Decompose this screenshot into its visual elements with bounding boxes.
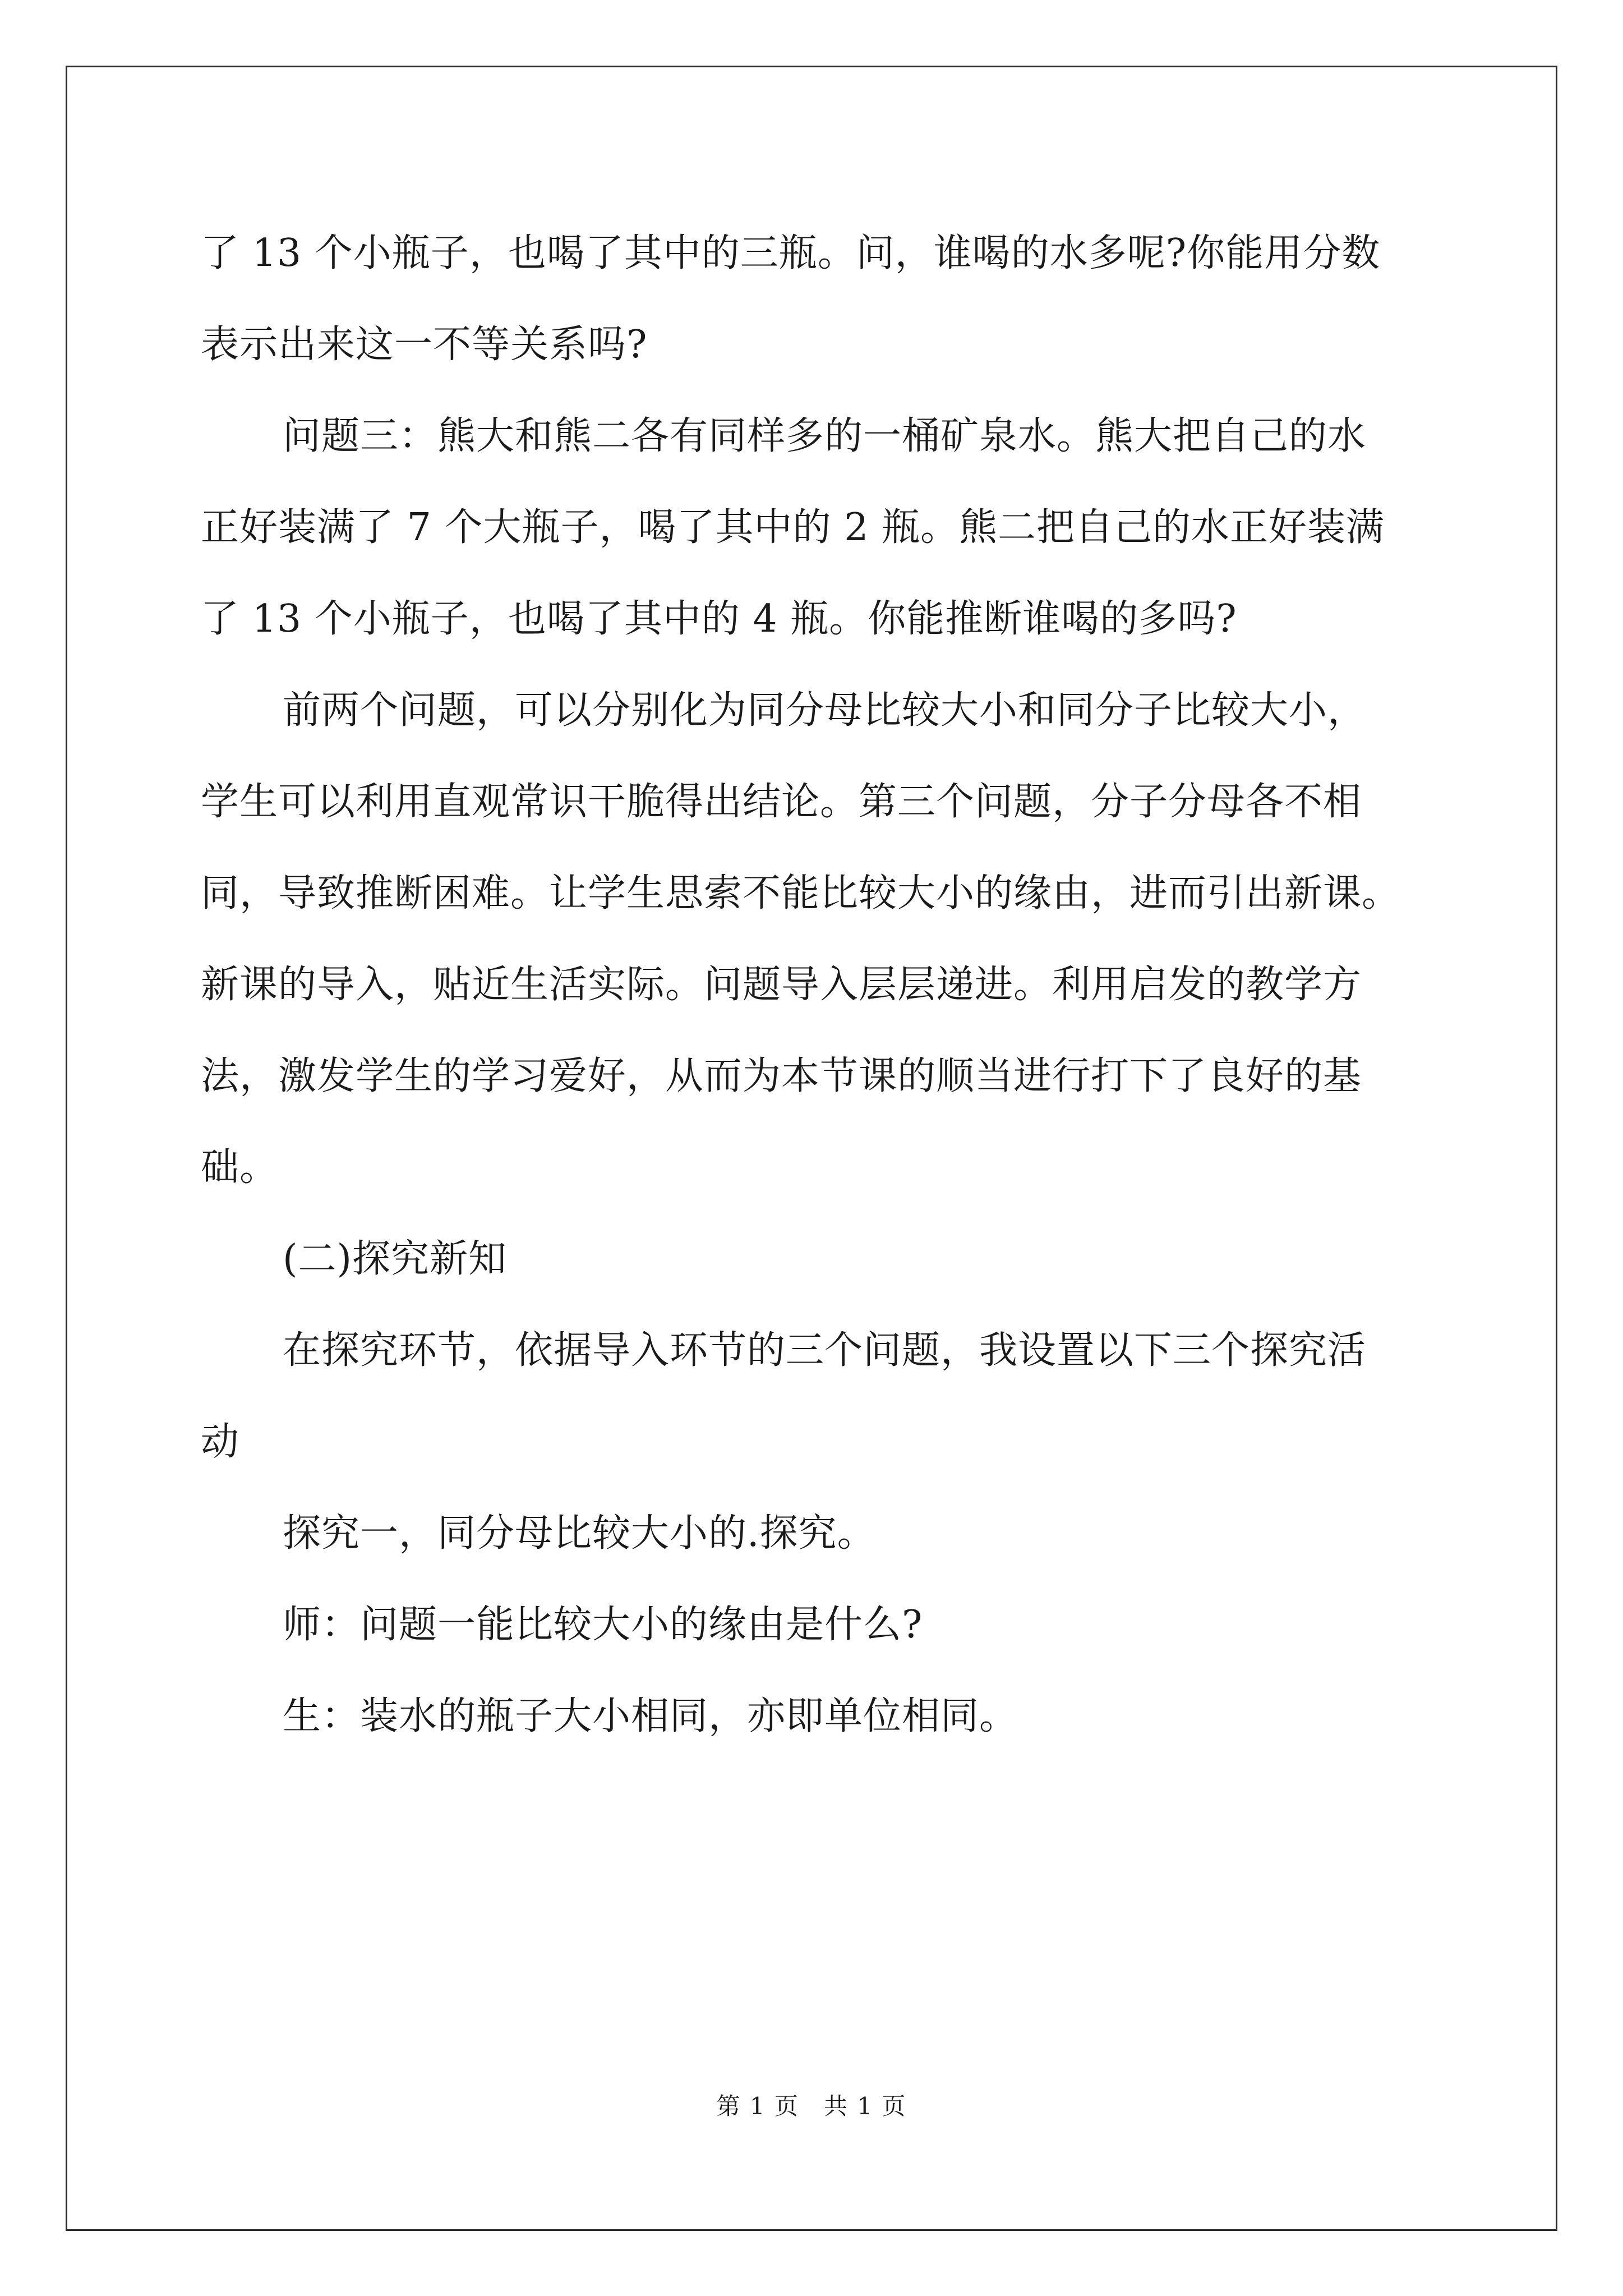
text-line: 了 13 个小瓶子，也喝了其中的三瓶。问，谁喝的水多呢?你能用分数: [201, 231, 1381, 275]
section-heading: (二)探究新知: [283, 1237, 508, 1281]
text-line: 师：问题一能比较大小的缘由是什么?: [283, 1603, 923, 1647]
text-line: 学生可以利用直观常识干脆得出结论。第三个问题，分子分母各不相: [201, 780, 1362, 824]
text-line: 问题三：熊大和熊二各有同样多的一桶矿泉水。熊大把自己的水: [283, 414, 1367, 458]
text-line: 动: [201, 1420, 240, 1464]
text-line: 同，导致推断困难。让学生思索不能比较大小的缘由，进而引出新课。: [201, 871, 1401, 915]
text-line: 探究一，同分母比较大小的.探究。: [283, 1511, 876, 1556]
text-line: 前两个问题，可以分别化为同分母比较大小和同分子比较大小，: [283, 688, 1367, 733]
text-line: 生：装水的瓶子大小相同，亦即单位相同。: [283, 1694, 1018, 1738]
text-line: 法，激发学生的学习爱好，从而为本节课的顺当进行打下了良好的基: [201, 1054, 1362, 1098]
text-line: 了 13 个小瓶子，也喝了其中的 4 瓶。你能推断谁喝的多吗?: [201, 597, 1237, 641]
text-line: 在探究环节，依据导入环节的三个问题，我设置以下三个探究活: [283, 1328, 1367, 1373]
text-line: 正好装满了 7 个大瓶子，喝了其中的 2 瓶。熊二把自己的水正好装满: [201, 505, 1385, 550]
page-number: 第 1 页 共 1 页: [716, 2092, 907, 2120]
document-body: [201, 208, 1463, 1762]
text-line: 础。: [201, 1145, 279, 1190]
text-line: 新课的导入，贴近生活实际。问题导入层层递进。利用启发的教学方: [201, 963, 1362, 1007]
text-line: 表示出来这一不等关系吗?: [201, 323, 648, 367]
